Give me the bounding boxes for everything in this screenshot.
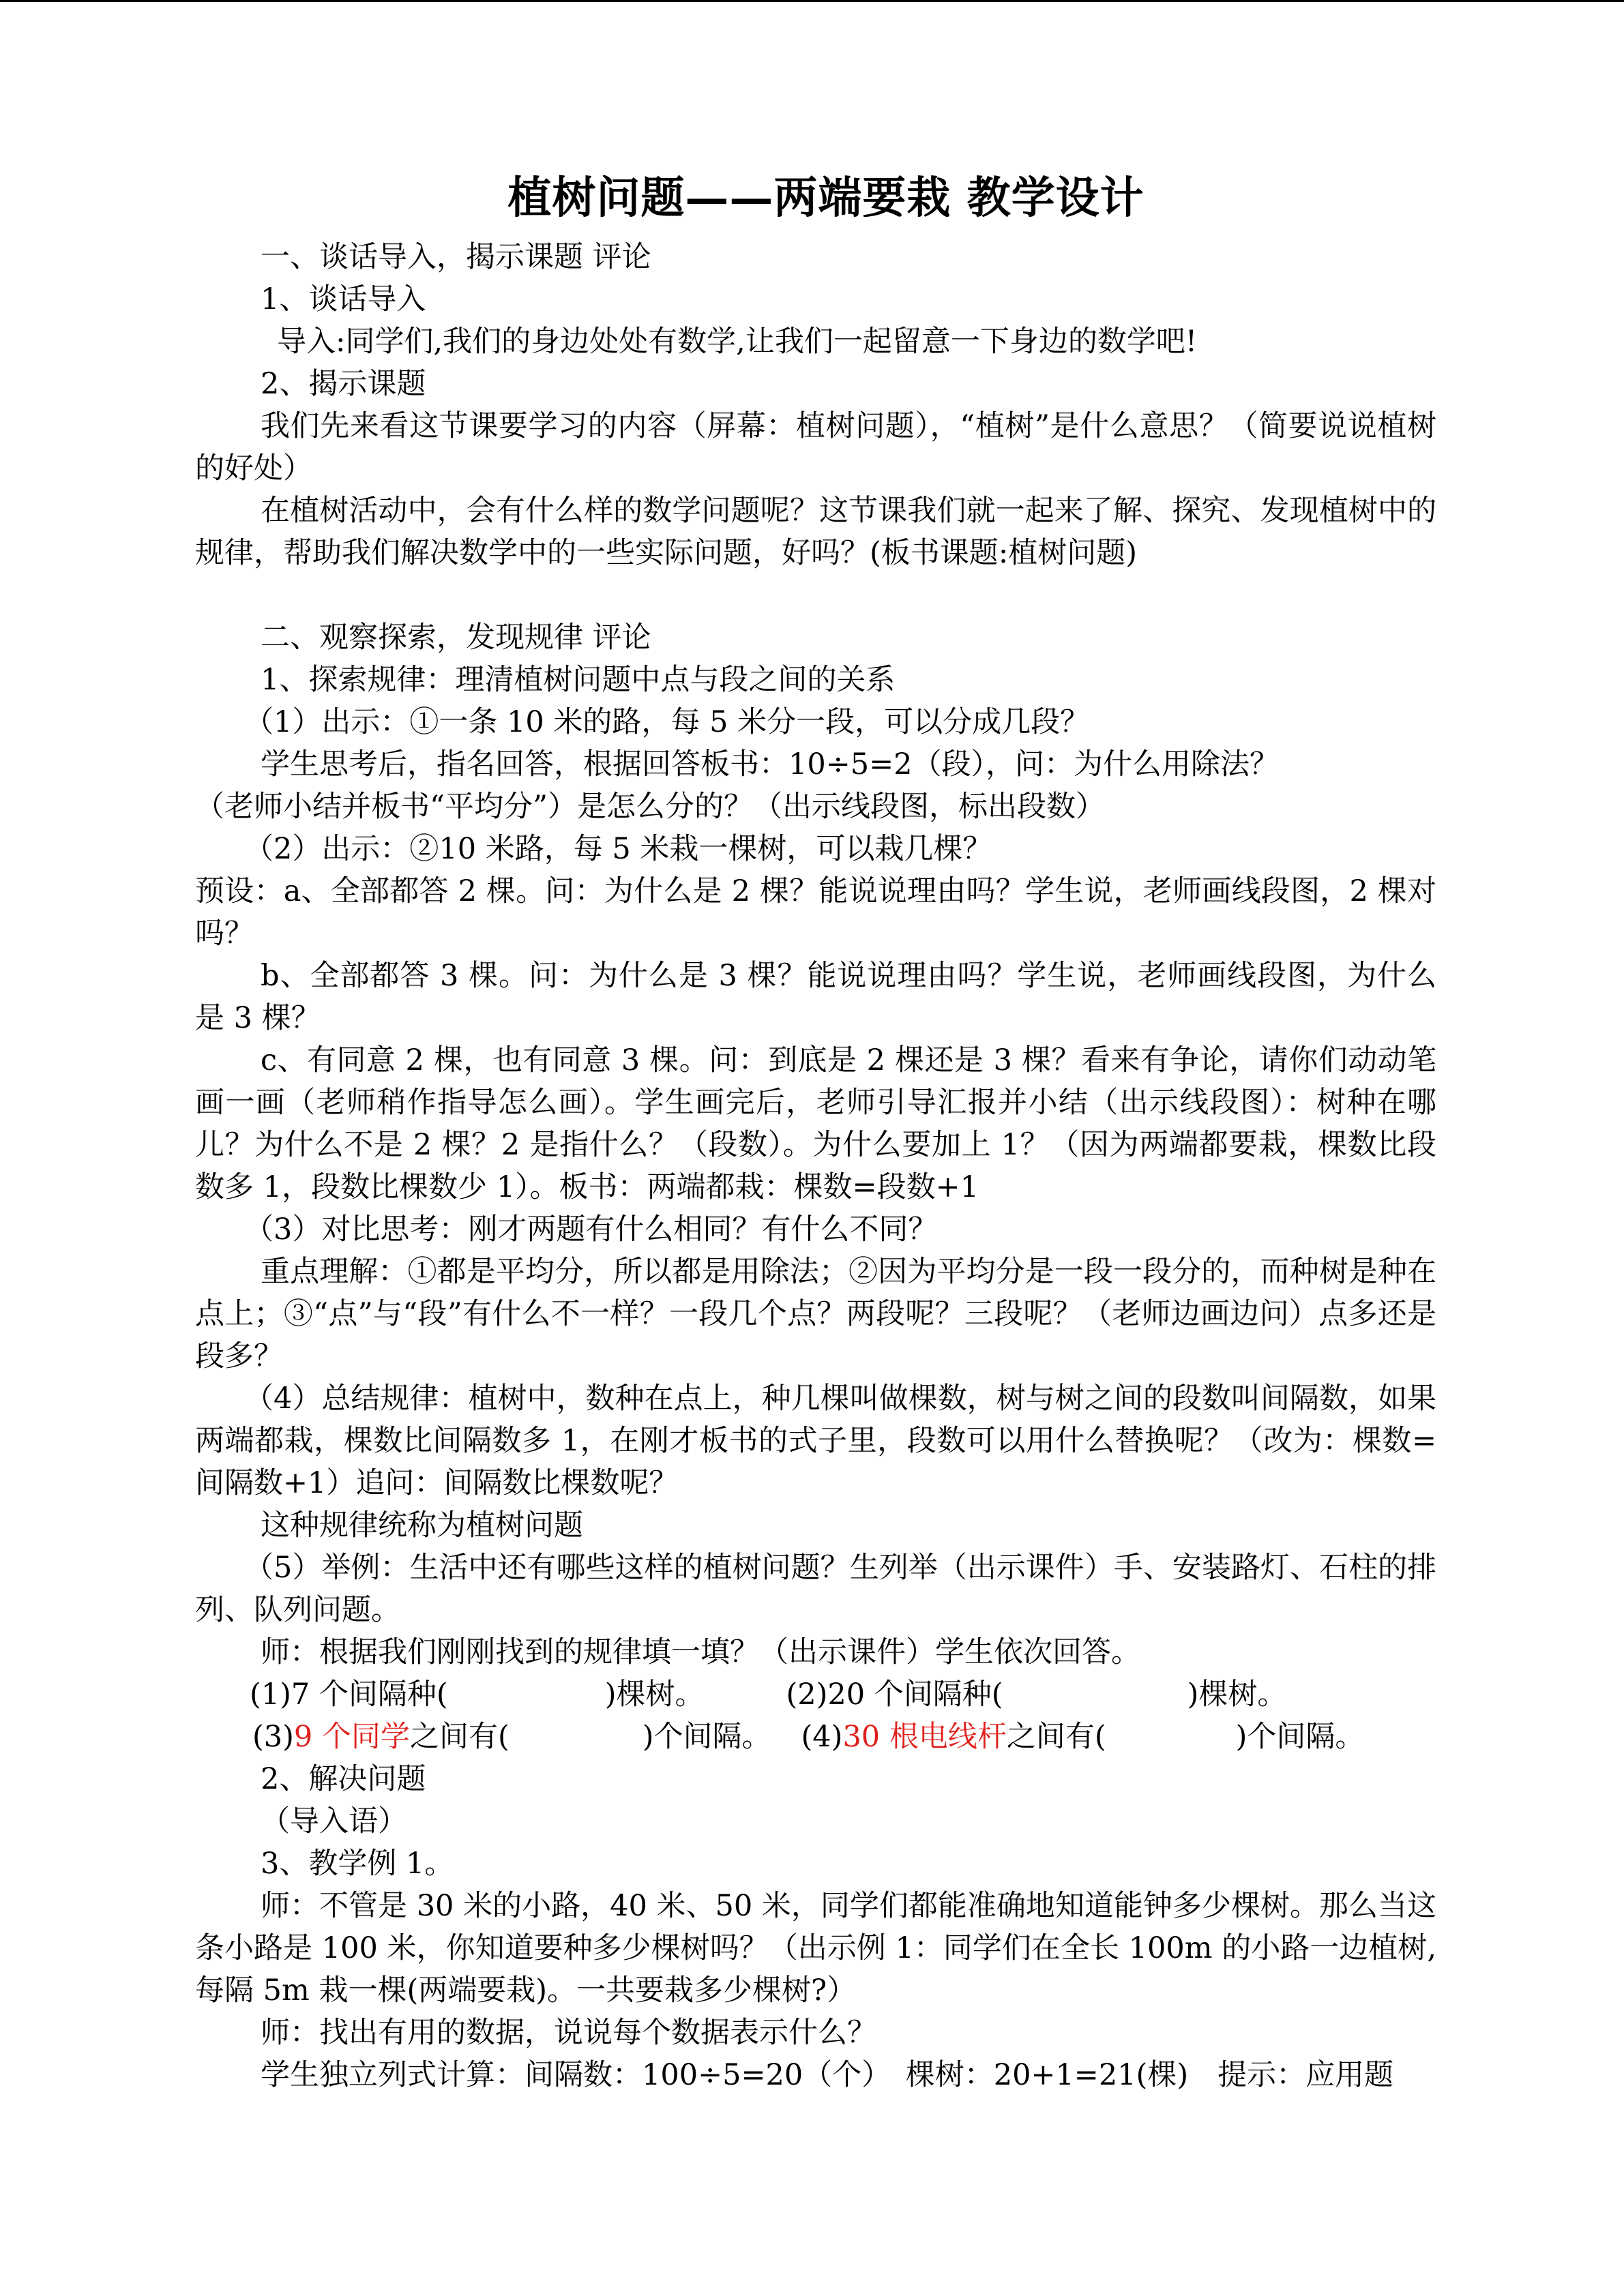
- section-2-sub-1: 1、探索规律：理清植树问题中点与段之间的关系: [261, 663, 896, 697]
- section-1-sub-1: 1、谈话导入: [261, 282, 426, 316]
- question-3: （3）对比思考：刚才两题有什么相同？有什么不同？: [244, 1212, 938, 1247]
- section-1-paragraph-1: 我们先来看这节课要学习的内容（屏幕：植树问题），“植树”是什么意思？（简要说说植树的好处）: [195, 409, 1436, 486]
- fill-1-start: (1)7 个间隔种(: [250, 1678, 448, 1712]
- section-2-sub-2: 2、解决问题: [261, 1762, 426, 1796]
- page-top-border: [0, 0, 1624, 2]
- section-1-intro: 导入:同学们,我们的身边处处有数学,让我们一起留意一下身边的数学吧!: [277, 325, 1198, 359]
- fill-1-end: )棵树。: [604, 1678, 705, 1712]
- question-1: （1）出示：①一条 10 米的路，每 5 米分一段，可以分成几段？: [244, 705, 1090, 739]
- fill-4-end: )个间隔。: [1235, 1720, 1365, 1754]
- section-1-paragraph-2: 在植树活动中，会有什么样的数学问题呢？这节课我们就一起来了解、探究、发现植树中的规律，帮助我们解决数学中的一些实际问题，好吗？(板书课题:植树问题): [195, 494, 1436, 570]
- find-data-paragraph: 师：找出有用的数据，说说每个数据表示什么？: [261, 2016, 876, 2050]
- section-1-sub-2: 2、揭示课题: [261, 367, 426, 401]
- question-5: （5）举例：生活中还有哪些这样的植树问题？生列举（出示课件）手、安装路灯、石柱的排列、队列问题。: [195, 1551, 1436, 1627]
- section-2-sub-3: 3、教学例 1。: [261, 1847, 454, 1881]
- fill-instructions: 师：根据我们刚刚找到的规律填一填？（出示课件）学生依次回答。: [261, 1635, 1140, 1669]
- fill-3-highlight: 9 个同学: [293, 1720, 410, 1754]
- document-title: 植树问题——两端要栽 教学设计: [507, 173, 1145, 224]
- rule-summary: 这种规律统称为植树问题: [261, 1508, 583, 1542]
- section-1-heading: 一、谈话导入，揭示课题 评论: [261, 240, 651, 274]
- question-2: （2）出示：②10 米路，每 5 米栽一棵树，可以栽几棵？: [244, 832, 992, 866]
- paragraph-answer-1b: （老师小结并板书“平均分”）是怎么分的？（出示线段图，标出段数）: [195, 790, 1105, 824]
- document-page: [195, 161, 1436, 2096]
- fill-3-end: )个间隔。: [642, 1720, 771, 1754]
- fill-4-mid: 之间有(: [1006, 1720, 1106, 1754]
- section-2-heading: 二、观察探索，发现规律 评论: [261, 621, 651, 655]
- lead-in-note: （导入语）: [261, 1804, 407, 1838]
- fill-3-mid: 之间有(: [409, 1720, 510, 1754]
- fill-row-2: [195, 1716, 1436, 1758]
- fill-row-1: [195, 1673, 1436, 1716]
- calculation-paragraph: 学生独立列式计算：间隔数：100÷5=20（个） 棵树：20+1=21(棵) 提示：应用题: [261, 2058, 1394, 2092]
- preset-a: 预设：a、全部都答 2 棵。问：为什么是 2 棵？能说说理由吗？学生说，老师画线段图，2 棵对吗？: [195, 874, 1436, 951]
- fill-4-highlight: 30 根电线杆: [842, 1720, 1007, 1754]
- preset-c: c、有同意 2 棵，也有同意 3 棵。问：到底是 2 棵还是 3 棵？看来有争论，请你们动动笔画一画（老师稍作指导怎么画）。学生画完后，老师引导汇报并小结（出示线段图）：树种在哪儿？为什么不是 2 棵？2 是指什么？（段数）。为什么要加上 1？（因为两端都要栽，棵数比段数多 1，段数比棵数少 1）。板书：两端都栽：棵数=段数+1: [195, 1043, 1436, 1204]
- fill-2-start: (2)20 个间隔种(: [786, 1678, 1003, 1712]
- example-1-paragraph: 师：不管是 30 米的小路，40 米、50 米，同学们都能准确地知道能钟多少棵树。那么当这条小路是 100 米，你知道要种多少棵树吗？（出示例 1：同学们在全长 100m 的小路一边植树,每隔 5m 栽一棵(两端要栽)。一共要栽多少棵树?）: [195, 1889, 1436, 2008]
- fill-4-start: (4): [801, 1720, 843, 1754]
- spacer: [195, 574, 1436, 616]
- fill-3-start: (3): [252, 1720, 294, 1754]
- question-4: （4）总结规律：植树中，数种在点上，种几棵叫做棵数，树与树之间的段数叫间隔数，如果两端都栽，棵数比间隔数多 1，在刚才板书的式子里，段数可以用什么替换呢？（改为：棵数=间隔数+1）追问：间隔数比棵数呢？: [195, 1382, 1436, 1500]
- preset-b: b、全部都答 3 棵。问：为什么是 3 棵？能说说理由吗？学生说，老师画线段图，为什么是 3 棵？: [195, 959, 1436, 1035]
- paragraph-answer-1: 学生思考后，指名回答，根据回答板书：10÷5=2（段），问：为什么用除法？: [261, 747, 1279, 781]
- fill-2-end: )棵树。: [1187, 1678, 1287, 1712]
- key-understanding: 重点理解：①都是平均分，所以都是用除法；②因为平均分是一段一段分的，而种树是种在点上；③“点”与“段”有什么不一样？一段几个点？两段呢？三段呢？（老师边画边问）点多还是段多？: [195, 1255, 1436, 1373]
